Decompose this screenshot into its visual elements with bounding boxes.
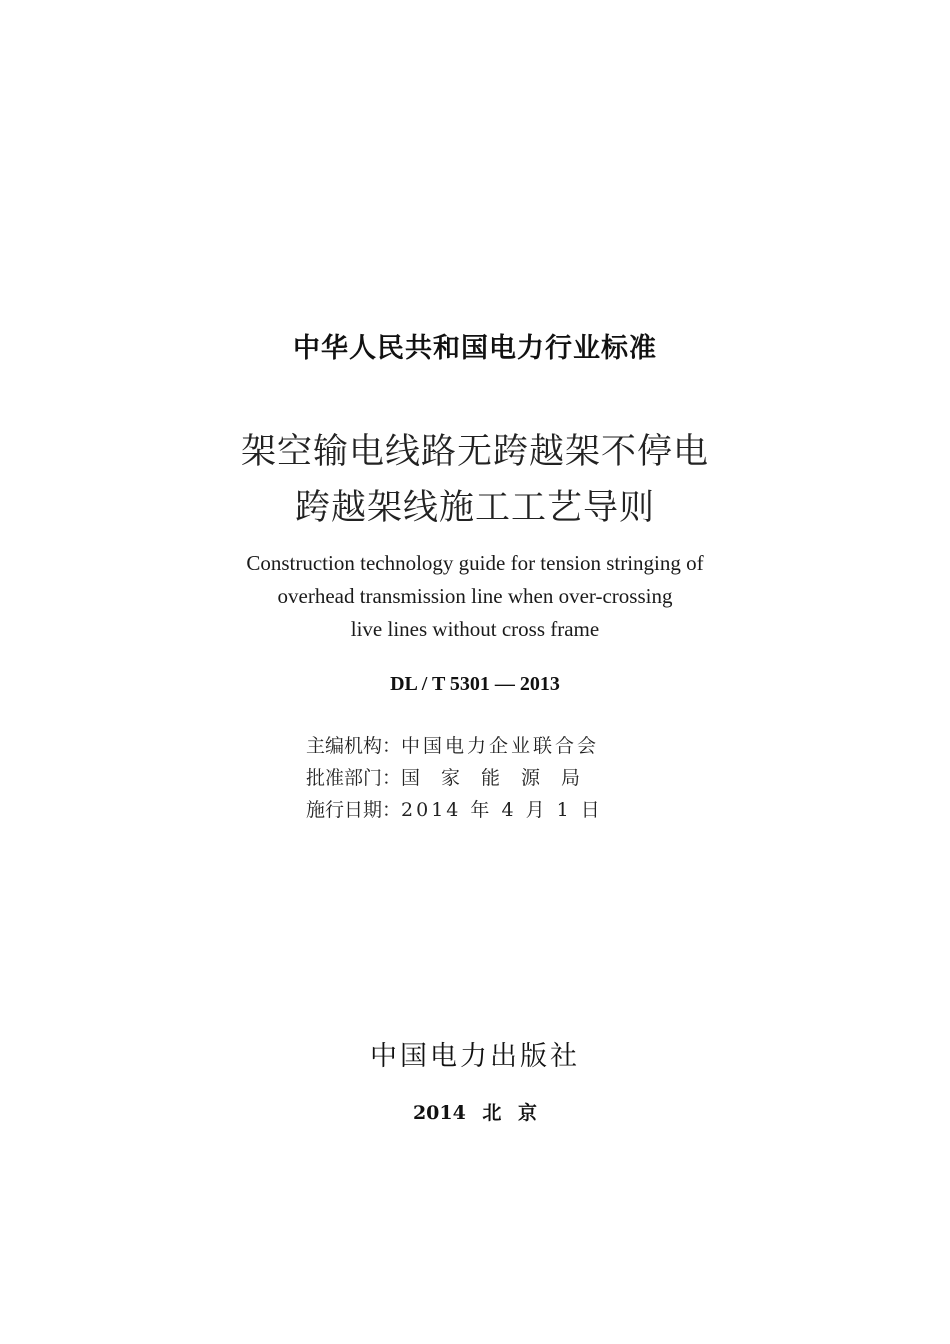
chinese-title-line-1: 架空输电线路无跨越架不停电 <box>240 432 709 472</box>
approver-row <box>306 763 601 790</box>
publisher-name: 中国电力出版社 <box>370 1041 580 1072</box>
effective-date-value: 2014 年 4 月 1 日 <box>401 799 603 821</box>
english-title-line-2: overhead transmission line when over-crossing <box>277 584 673 608</box>
approver-value: 国家能源局 <box>401 767 602 789</box>
effective-date-row <box>306 795 603 822</box>
publication-year-place: 2014 北 京 <box>412 1102 538 1124</box>
english-title-line-1: Construction technology guide for tension stringing of <box>246 551 704 575</box>
standard-code: DL / T 5301 — 2013 <box>390 673 560 695</box>
editor-value: 中国电力企业联合会 <box>401 735 600 757</box>
editor-row <box>306 731 599 758</box>
approver-label: 批准部门： <box>306 767 402 789</box>
editor-label: 主编机构： <box>306 735 402 757</box>
english-title-line-3: live lines without cross frame <box>350 617 600 641</box>
chinese-title-line-2: 跨越架线施工工艺导则 <box>294 488 655 528</box>
standard-category: 中华人民共和国电力行业标准 <box>293 333 657 364</box>
effective-date-label: 施行日期： <box>306 799 402 821</box>
